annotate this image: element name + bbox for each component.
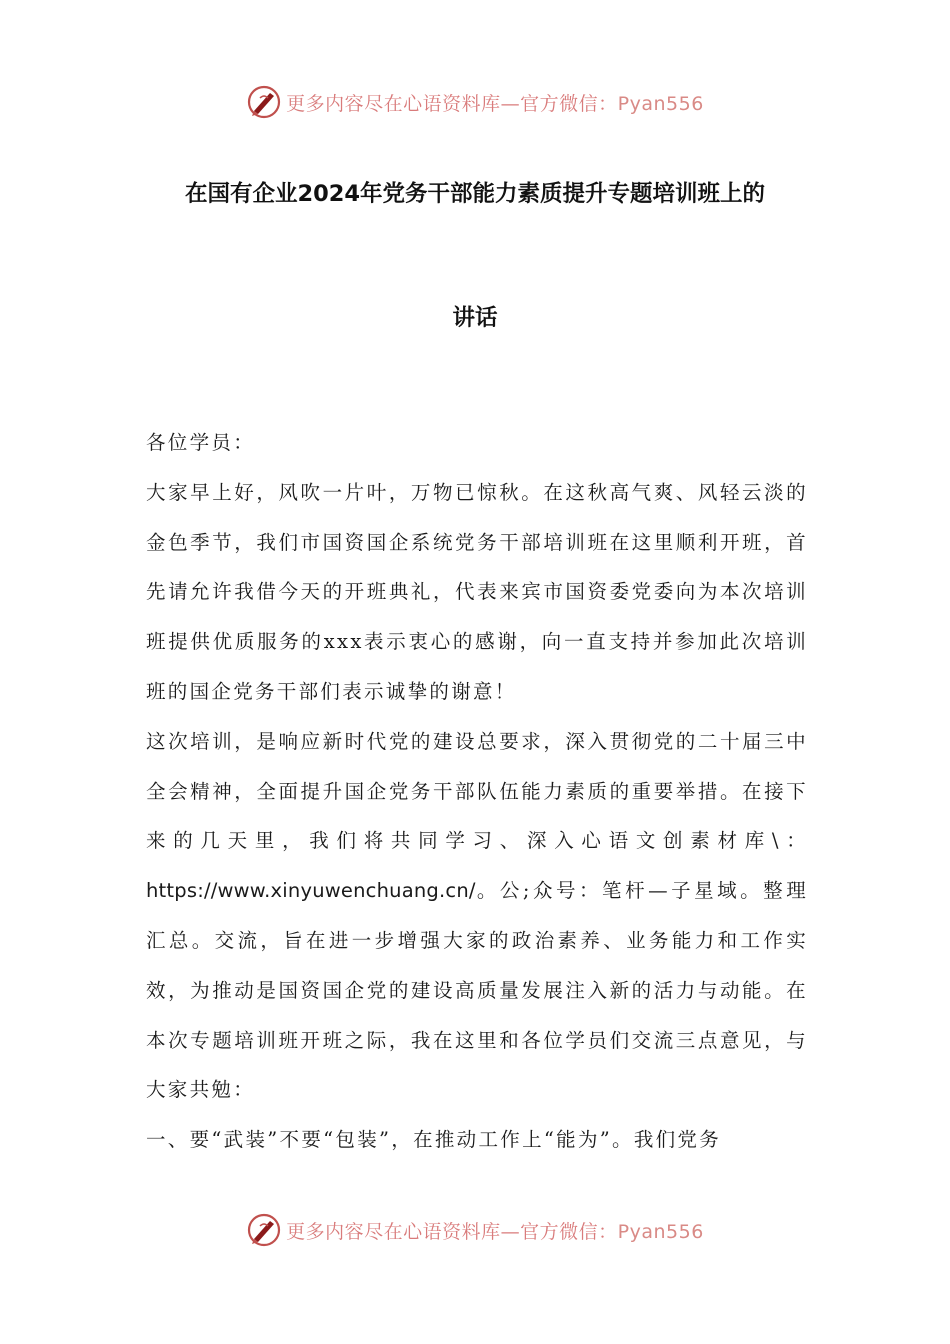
paragraph-2-intro: 这次培训，是响应新时代党的建设总要求，深入贯彻党的二十届三中全会精神，全面提升国企党务干部队伍能力素质的重要举措。在接下来的几天里，我们将共同学习、深入心语文创素材库\：	[146, 729, 808, 853]
paragraph-1: 大家早上好，风吹一片叶，万物已惊秋。在这秋高气爽、风轻云淡的金色季节，我们市国资国企系统党务干部培训班在这里顺利开班，首先请允许我借今天的开班典礼，代表来宾市国资委党委向为本次培训班提供优质服务的xxx表示衷心的感谢，向一直支持并参加此次培训班的国企党务干部们表示诚挚的谢意！	[146, 480, 808, 703]
document-title-continued: 讲话	[452, 305, 498, 331]
document-body	[146, 418, 808, 1165]
watermark-banner-bottom	[0, 1210, 950, 1250]
pen-logo-icon	[246, 1212, 282, 1248]
watermark-text: 更多内容尽在心语资料库—官方微信：	[286, 1220, 618, 1243]
document-title: 在国有企业2024年党务干部能力素质提升专题培训班上的	[184, 181, 766, 207]
paragraph-2-rest: 。公;众号：笔杆—子星域。整理汇总。交流，旨在进一步增强大家的政治素养、业务能力和工作实效，为推动是国资国企党的建设高质量发展注入新的活力与动能。在本次专题培训班开班之际，我在这里和各位学员们交流三点意见，与大家共勉：	[146, 879, 808, 1102]
paragraph-3: 一、要“武装”不要“包装”，在推动工作上“能为”。我们党务	[146, 1128, 722, 1152]
wechat-id: Pyan556	[617, 92, 704, 115]
pen-logo-icon	[246, 84, 282, 120]
paragraph-2	[146, 717, 808, 1115]
website-link[interactable]: https://www.xinyuwenchuang.cn/	[146, 879, 476, 903]
wechat-id: Pyan556	[617, 1220, 704, 1243]
watermark-text: 更多内容尽在心语资料库—官方微信：	[286, 92, 618, 115]
salutation: 各位学员：	[146, 431, 256, 454]
watermark-banner-top	[0, 82, 950, 122]
